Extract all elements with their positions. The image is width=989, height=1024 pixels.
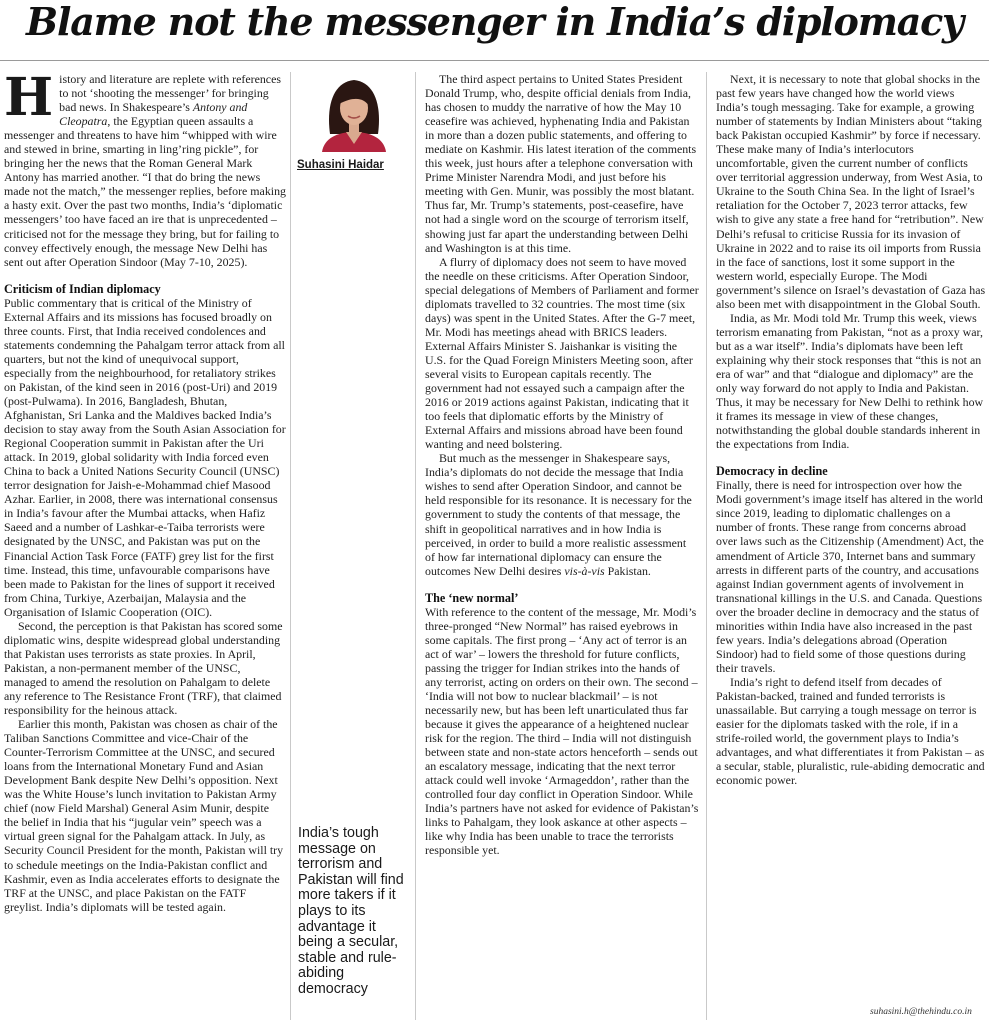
column-divider	[415, 72, 416, 1020]
headline-rule	[0, 60, 989, 61]
article-paragraph: The third aspect pertains to United States President Donald Trump, who, despite official denials from India, has chosen to muddy the narrative of how the May 10 ceasefire was achieved, hyphenating India and Pakistan in more than a dozen public statements, and offering to mediate on Kashmir. His latest iteration of the comments this week, just hours after a telephone conversation with Prime Minister Narendra Modi, and just before his meeting with Gen. Munir, was possibly the most blatant. Thus far, Mr. Trump’s statements, post-ceasefire, have not had a single word on the scourge of terrorism itself, showing just far apart the understanding between Delhi and Washington is at this time.	[425, 72, 697, 255]
section-heading-new-normal: The ‘new normal’	[425, 590, 519, 605]
drop-cap: H	[4, 72, 54, 128]
author-email[interactable]: suhasini.h@thehindu.co.in	[870, 1007, 972, 1017]
column-1	[4, 72, 286, 914]
section-heading-criticism: Criticism of Indian diplomacy	[4, 281, 161, 296]
article-paragraph: Earlier this month, Pakistan was chosen as chair of the Taliban Sanctions Committee and vice-Chair of the Counter-Terrorism Committee at the UNSC, and secured loans from the International Monetary Fund and Asian Development Bank despite New Delhi’s opposition. Next was the White House’s lunch invitation to Pakistan Army chief (now Field Marshal) General Asim Munir, despite the belief in India that his “jugular vein” speech was a virtual green signal for the Pahalgam attack. In July, as Security Council President for the month, Pakistan will try to schedule meetings on the India-Pakistan conflict and Kashmir, even as India accelerates efforts to designate the TRF at the UNSC, and place Pakistan on the FATF greylist. India’s diplomats will be tested again.	[4, 717, 284, 914]
intro-paragraph: History and literature are replete with references to not ‘shooting the messenger’ for bringing bad news. In Shakespeare’s Antony and Cleopatra, the Egyptian queen assaults a messenger and threatens to have him “whipped with wire and stewed in brine, smarting in ling’ring pickle”, for bringing her the news that the Roman General Mark Antony has married another. “I that do bring the news made not the match,” the messenger replies, before making a hasty exit. Over the past two months, India’s ‘diplomatic messengers’ too have faced an ire that is unprecedented – criticised not for the message they bring, but for failing to convey effectively enough, the message New Delhi has sent out after Operation Sindoor (May 7-10, 2025).	[4, 72, 286, 269]
article-paragraph: Second, the perception is that Pakistan has scored some diplomatic wins, despite widespread global understanding that Pakistan uses terrorists as state proxies. In April, Pakistan, a non-permanent member of the UNSC, managed to amend the resolution on Pahalgam to delete any reference to The Resistance Front (TRF), that claimed responsibility for the heinous attack.	[4, 618, 283, 718]
article-paragraph: India’s right to defend itself from decades of Pakistan-backed, trained and funded terrorists is unassailable. But carrying a tough message on terror is easier for the diplomats tasked with the role, if in a strife-roiled world, the government plays to India’s advantages, and what differentiates it from Pakistan – as a secular, stable, pluralistic, rule-abiding democratic and economic power.	[716, 674, 985, 788]
article-paragraph: But much as the messenger in Shakespeare says, India’s diplomats do not decide the message that India wishes to send after Operation Sindoor, and cannot be held responsible for its resonance. It is necessary for the government to study the contents of that message, the shift in geopolitical narratives and in how India is perceived, in order to build a more realistic assessment of how far international diplomacy can ensure the outcomes New Delhi desires vis-à-vis Pakistan.	[425, 451, 692, 578]
section-heading-democracy: Democracy in decline	[716, 464, 828, 479]
headline: Blame not the messenger in India’s diplomacy	[26, 0, 963, 44]
article-paragraph: With reference to the content of the message, Mr. Modi’s three-pronged “New Normal” has raised eyebrows in some capitals. The first prong – ‘Any act of terror is an act of war’ – lowers the threshold for future conflicts, passing the trigger for Indian strikes into the hands of any terrorist, acting on orders on their own. The second – ‘India will not bow to nuclear blackmail’ – is not necessarily new, but has been left unarticulated thus far because it gives the appearance of a heightened nuclear risk for the region. The third – India will not distinguish between state and non-state actors henceforth – sends out an escalatory message, indicating that the next terror attack could well invoke ‘Armageddon’, rather than the controlled four day conflict in Operation Sindoor. While India’s partners have not asked for evidence of Pakistan’s links to Pahalgam, they look askance at other aspects – like why India has been unable to trace the terrorists responsible yet.	[425, 604, 699, 858]
column-divider	[290, 72, 291, 1020]
article-paragraph: A flurry of diplomacy does not seem to have moved the needle on these criticisms. After Operation Sindoor, special delegations of Members of Parliament and former diplomats travelled to 32 countries. The most time (six days) was spent in the United States. After the G-7 meet, Mr. Modi has meetings ahead with BRICS leaders. External Affairs Minister S. Jaishankar is visiting the U.S. for the Quad Foreign Ministers Meeting soon, after several visits to European capitals recently. The government had not essayed such a campaign after the 2016 or 2019 actions against Pakistan, indicating that it too feels that diplomatic efforts by the Ministry of External Affairs and missions abroad have been found wanting and need bolstering.	[425, 254, 699, 452]
column-3	[425, 72, 699, 858]
column-divider	[706, 72, 707, 1020]
article-paragraph: India, as Mr. Modi told Mr. Trump this week, views terrorism emanating from Pakistan, “not as a proxy war, but as a war itself”. India’s diplomats have been left explaining why their stock responses that “this is not an era of war” and that “dialogue and diplomacy” are the only way forward do not apply to India and Pakistan. Thus, it may be necessary for New Delhi to rethink how it frames its message in view of these changes, notwithstanding the global double standards inherent in the expectations from India.	[716, 310, 984, 452]
article-paragraph: Next, it is necessary to note that global shocks in the past few years have changed how the world views India’s tough messaging. Take for example, a growing number of statements by Indian Ministers about “taking back Pakistan occupied Kashmir” by force if necessary. These make many of India’s interlocutors uncomfortable, given the current number of conflicts over territorial aggression underway, from West Asia, to Ukraine to the South China Sea. In the light of Israel’s retaliation for the October 7, 2023 terror attacks, few wish to give any state a free hand for “retribution”. New Delhi’s refusal to criticise Russia for its invasion of Ukraine in 2022 and to raise its oil imports from Russia in the face of sanctions, lost it some support in the western world, especially Europe. The Modi government’s silence on Israel’s devastation of Gaza has also been met with disappointment in the Global South.	[716, 72, 986, 311]
author-photo	[316, 74, 392, 152]
column-4	[716, 72, 986, 787]
article-paragraph: Finally, there is need for introspection over how the Modi government’s image itself has altered in the world since 2019, leading to diplomatic challenges on a number of fronts. These range from concerns abroad over laws such as the Citizenship (Amendment) Act, the amendment of Article 370, Internet bans and summary arrests in different parts of the country, and accusations against Indian government agents of involvement in transnational killings in the U.S. and Canada. Questions over the broader decline in democracy and the status of minorities within India have also increased in the past few years. India’s delegations abroad (Operation Sindoor) had to field some of those questions during their travels.	[716, 478, 984, 675]
author-byline[interactable]: Suhasini Haidar	[297, 159, 384, 171]
article-paragraph: Public commentary that is critical of the Ministry of External Affairs and its missions has focused broadly on three counts. First, that India received condolences and statements condemning the Pahalgam terror attack from all quarters, but not the kind of unequivocal support, especially from the neighbourhood, for retaliatory strikes on Pakistan, of the kind seen in 2016 (post-Uri) and 2019 (post-Pulwama). In 2016, Bangladesh, Bhutan, Afghanistan, Sri Lanka and the Maldives backed India’s decision to stay away from the South Asian Association for Regional Cooperation summit in Pakistan after the Uri attack. In 2019, global solidarity with India forced even China to back a United Nations Security Council (UNSC) terror designation for Jaish-e-Mohammad chief Masood Azhar. Earlier, in 2008, there was international consensus in India’s favour after the Mumbai attacks, when Hafiz Saeed and a number of Lashkar-e-Taiba terrorists were designated by the UNSC, and Pakistan was put on the Financial Action Task Force (FATF) grey list for the first time. Instead, this time, unfavourable comparisons have been made to Pakistan for the lines of support it received from China, Turkiye, Azerbaijan, Malaysia and the Organisation of Islamic Cooperation (OIC).	[4, 295, 286, 619]
play-title: Antony and Cleopatra	[59, 100, 248, 129]
pull-quote: India’s tough message on terrorism and Pakistan will find more takers if it plays to its advantage it being a secular, stable and rule-abiding democracy	[298, 825, 404, 997]
